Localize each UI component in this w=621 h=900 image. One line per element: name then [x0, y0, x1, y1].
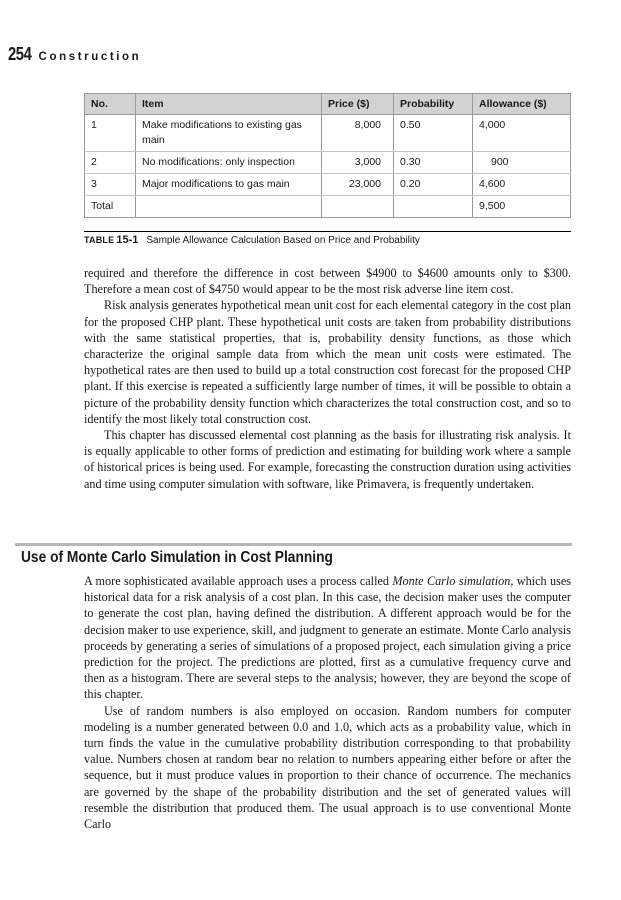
table-total-row — [85, 196, 571, 218]
page-header — [8, 44, 141, 68]
cell-no: 3 — [85, 174, 136, 196]
paragraph: Risk analysis generates hypothetical mean unit cost for each elemental category in the cost plan for the proposed CHP plant. These hypothetical unit costs are taken from probability distributions with the same statistical properties, that is, probability density functions, as those which characterize the original sample data from which the mean unit costs were estimated. The hypothetical rates are then used to build up a total construction cost forecast for the proposed CHP plant. If this exercise is repeated a sufficiently large number of times, it will be possible to obtain a picture of the probability density function which characterizes the total construction cost, and so to identify the most likely total construction cost. — [84, 298, 571, 426]
cell-probability: 0.50 — [394, 115, 473, 152]
cell-probability: 0.30 — [394, 152, 473, 174]
table-row — [85, 174, 571, 196]
column-header-item: Item — [136, 94, 322, 115]
caption-number: 15-1 — [116, 234, 139, 246]
cell-allowance: 4,600 — [473, 174, 571, 196]
paragraph: Use of random numbers is also employed on occasion. Random numbers for computer modeling is a number generated between 0.0 and 1.0, which acts as a probability value, which in turn finds the value in the cumulative probability distribution corresponding to that probability value. Numbers chosen at random bear no relation to numbers appearing either before or after the sequence, but it must produce values in proportion to their chance of occurrence. The mechanics are governed by the shape of the probability distribution and the set of generated values will resemble the distribution that produced them. The usual approach is to use conventional Monte Carlo — [84, 703, 571, 832]
column-header-allowance: Allowance ($) — [473, 94, 571, 115]
cell-price: 3,000 — [322, 152, 394, 174]
section-heading: Use of Monte Carlo Simulation in Cost Planning — [21, 549, 333, 566]
caption-text: Sample Allowance Calculation Based on Price and Probability — [146, 235, 420, 246]
cell-item: Make modifications to existing gas main — [136, 115, 322, 152]
cell-item: Major modifications to gas main — [136, 174, 322, 196]
table-row — [85, 115, 571, 152]
cell-total-label: Total — [85, 196, 136, 218]
page-number: 254 — [8, 44, 32, 64]
cell-probability: 0.20 — [394, 174, 473, 196]
paragraph-text: A more sophisticated available approach uses a process called — [84, 574, 393, 588]
paragraph: required and therefore the difference in cost between $4900 to $4600 amounts only to $300. Therefore a mean cost of $4750 would appear to be the most risk adverse line item cost. — [84, 266, 571, 297]
paragraph: This chapter has discussed elemental cost planning as the basis for illustrating risk analysis. It is equally applicable to other forms of prediction and estimating for building work where a sample of historical prices is being used. For example, forecasting the construction duration using activities and time using computer simulation with software, like Primavera, is frequently undertaken. — [84, 428, 571, 491]
cell-empty — [322, 196, 394, 218]
cell-empty — [136, 196, 322, 218]
cell-allowance: 900 — [473, 152, 571, 174]
paragraph — [84, 573, 571, 703]
body-text-section — [84, 573, 571, 832]
cell-item: No modifications: only inspection — [136, 152, 322, 174]
column-header-probability: Probability — [394, 94, 473, 115]
table-row — [85, 152, 571, 174]
caption-label: TABLE — [84, 235, 115, 245]
table-header-row — [85, 94, 571, 115]
cell-allowance: 4,000 — [473, 115, 571, 152]
caption-rule — [84, 231, 571, 232]
cell-total-allowance: 9,500 — [473, 196, 571, 218]
cell-no: 1 — [85, 115, 136, 152]
paragraph-text: , which uses historical data for a risk analysis of a cost plan. In this case, the decision maker uses the computer to generate the cost plan, having defined the distribution. A different approach would be for the decision maker to use experience, skill, and judgment to generate an estimate. Monte Carlo analysis proceeds by generating a series of simulations of a proposed project, each simulation giving a price prediction for the project. The predictions are plotted, first as a cumulative frequency curve and then as a histogram. There are several steps to the analysis; however, they are beyond the scope of this chapter. — [84, 574, 572, 702]
allowance-table — [84, 93, 571, 218]
cell-price: 23,000 — [322, 174, 394, 196]
body-text-top — [84, 265, 571, 492]
running-head: Construction — [38, 51, 142, 63]
cell-no: 2 — [85, 152, 136, 174]
column-header-price: Price ($) — [322, 94, 394, 115]
cell-price: 8,000 — [322, 115, 394, 152]
italic-term: Monte Carlo simulation — [392, 574, 511, 588]
cell-empty — [394, 196, 473, 218]
column-header-no: No. — [85, 94, 136, 115]
table-caption — [84, 234, 420, 246]
section-rule — [15, 543, 572, 546]
